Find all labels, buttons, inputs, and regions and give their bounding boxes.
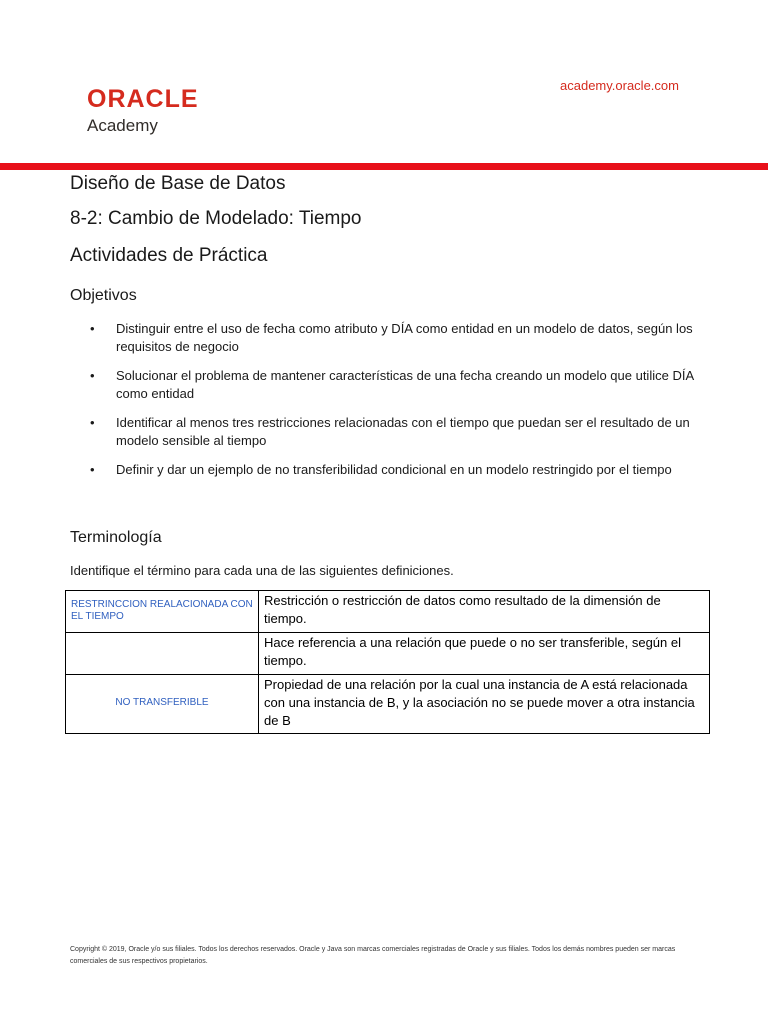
objective-item (90, 367, 700, 403)
objective-item (90, 461, 700, 479)
table-row (66, 675, 710, 734)
objective-text: Distinguir entre el uso de fecha como atributo y DÍA como entidad en un modelo de datos, según los requisitos de negocio (116, 321, 693, 354)
objective-text: Solucionar el problema de mantener características de una fecha creando un modelo que utilice DÍA como entidad (116, 368, 694, 401)
definition-cell: Restricción o restricción de datos como resultado de la dimensión de tiempo. (259, 591, 710, 633)
definition-cell: Propiedad de una relación por la cual una instancia de A está relacionada con una instancia de B, y la asociación no se puede mover a otra instancia de B (259, 675, 710, 734)
bullet-icon: • (90, 462, 95, 477)
copyright-footer: Copyright © 2019, Oracle y/o sus filiales. Todos los derechos reservados. Oracle y Java son marcas comerciales registradas de Oracle y sus filiales. Todos los demás nombres pueden ser marcas comerciales de sus respectivos propietarios. (70, 946, 676, 965)
terminology-intro: Identifique el término para cada una de las siguientes definiciones. (70, 563, 454, 578)
course-title: Diseño de Base de Datos (70, 173, 286, 194)
objective-text: Identificar al menos tres restricciones relacionadas con el tiempo que puedan ser el resultado de un modelo sensible al tiempo (116, 415, 690, 448)
term-answer-cell[interactable]: RESTRINCCION REALACIONADA CON EL TIEMPO (66, 591, 259, 633)
lesson-title: 8-2: Cambio de Modelado: Tiempo (70, 208, 362, 229)
terminology-heading: Terminología (70, 529, 162, 546)
table-row (66, 591, 710, 633)
objective-text: Definir y dar un ejemplo de no transferibilidad condicional en un modelo restringido por el tiempo (116, 462, 672, 477)
bullet-icon: • (90, 321, 95, 336)
objective-item (90, 414, 700, 450)
activity-title: Actividades de Práctica (70, 245, 268, 266)
definition-cell: Hace referencia a una relación que puede o no ser transferible, según el tiempo. (259, 633, 710, 675)
term-answer-cell[interactable]: NO TRANSFERIBLE (66, 675, 259, 734)
header-divider-bar (0, 163, 768, 170)
objective-item (90, 320, 700, 356)
objectives-list (90, 320, 700, 490)
oracle-academy-logo (87, 86, 199, 136)
logo-brand-text: ORACLE (87, 85, 199, 113)
table-row (66, 633, 710, 675)
terminology-table (65, 590, 710, 734)
term-answer-cell[interactable] (66, 633, 259, 675)
objectives-heading: Objetivos (70, 287, 137, 304)
academy-site-link[interactable]: academy.oracle.com (560, 78, 679, 93)
bullet-icon: • (90, 368, 95, 383)
logo-sub-text: Academy (87, 116, 158, 135)
bullet-icon: • (90, 415, 95, 430)
